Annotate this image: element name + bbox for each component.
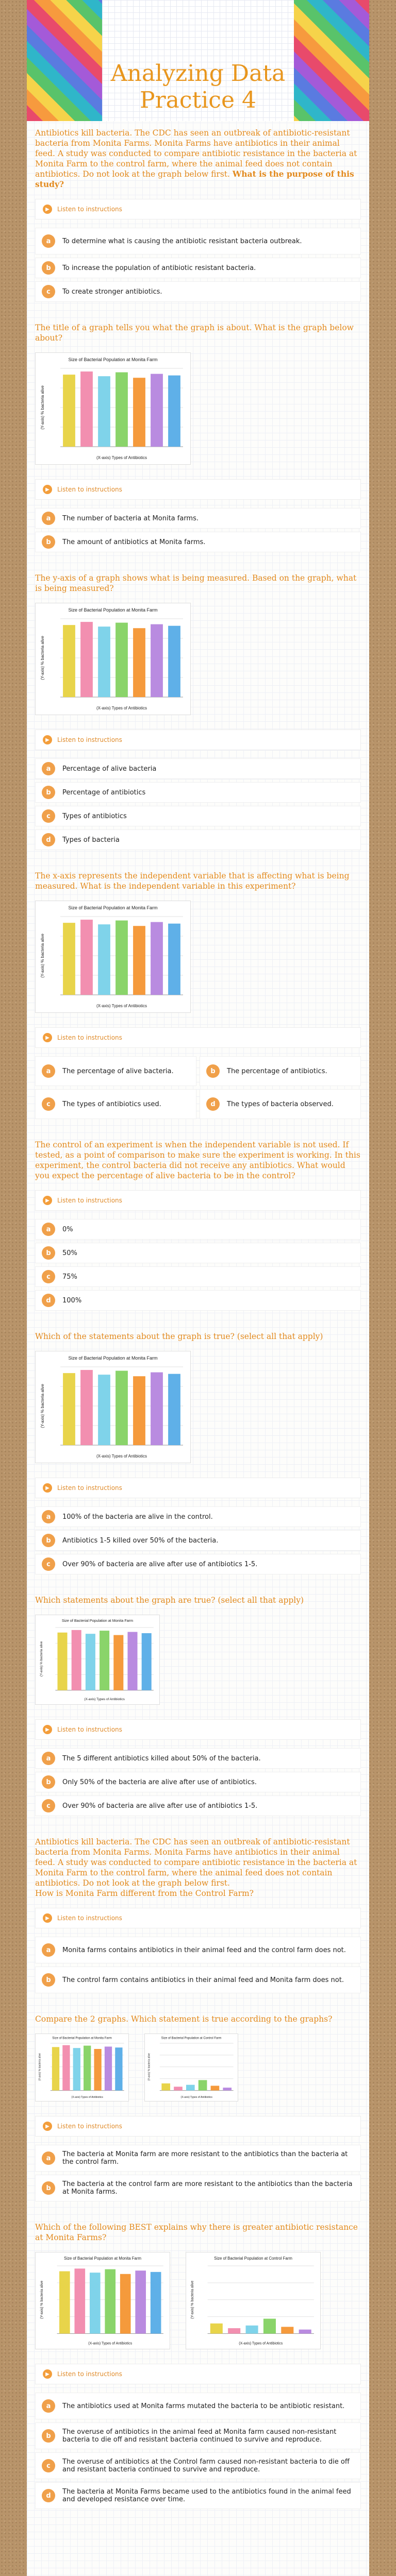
answer-option[interactable] (35, 1290, 361, 1311)
page-title-line2: Practice 4 (140, 87, 256, 113)
q2-text: The title of a graph tells you what the graph is about. What is the graph below about? (35, 323, 354, 343)
option-text: The percentage of antibiotics. (227, 1067, 327, 1075)
bar (135, 2270, 146, 2333)
bar (281, 2327, 293, 2333)
answer-option[interactable] (35, 782, 361, 803)
chart-control-thumb (144, 2033, 238, 2102)
bar (116, 372, 128, 447)
listen-label: Listen to instructions (57, 2123, 122, 2130)
speaker-icon: ▶ (43, 735, 52, 744)
bar (80, 622, 93, 697)
x-axis-label: (X-axis) Types of Antibiotics (96, 1454, 147, 1459)
chart-monita-thumb (35, 2033, 129, 2102)
option-text: Percentage of antibiotics (62, 788, 146, 796)
speaker-icon: ▶ (43, 485, 52, 494)
answer-option[interactable] (35, 1748, 361, 1769)
bar (223, 2088, 232, 2090)
bar (98, 1375, 110, 1445)
listen-button[interactable] (35, 1478, 361, 1498)
listen-button[interactable] (35, 1719, 361, 1740)
bar (186, 2085, 195, 2091)
q10-text: Which of the following BEST explains why there is greater antibiotic resistance at Monita Farms? (35, 2223, 358, 2242)
option-letter-badge: b (206, 1064, 220, 1078)
chart-monita (35, 901, 191, 1013)
chart-pair (35, 2033, 361, 2102)
answer-option[interactable] (35, 1937, 361, 1963)
option-letter-badge: b (42, 2429, 55, 2443)
answer-option[interactable] (35, 2452, 361, 2479)
option-text: Over 90% of bacteria are alive after use of antibiotics 1-5. (62, 1560, 258, 1568)
bar (63, 1373, 75, 1445)
q6-options (35, 1506, 361, 1574)
x-axis-label: (X-axis) Types of Antibiotics (71, 2096, 103, 2099)
bar (52, 2047, 59, 2090)
listen-button[interactable] (35, 1190, 361, 1211)
page-title-line1: Analyzing Data (110, 60, 286, 87)
listen-label: Listen to instructions (57, 486, 122, 493)
q6-text: Which of the statements about the graph is true? (select all that apply) (35, 1332, 323, 1341)
x-axis-label: (X-axis) Types of Antibiotics (96, 706, 147, 710)
listen-label: Listen to instructions (57, 1034, 122, 1041)
answer-option[interactable] (35, 1967, 361, 1993)
option-letter-badge: d (42, 833, 55, 846)
option-text: Monita farms contains antibiotics in their animal feed and the control farm does not. (62, 1946, 346, 1954)
answer-option[interactable] (35, 1266, 361, 1287)
bar-chart (36, 2252, 170, 2349)
bar (116, 1371, 128, 1445)
answer-option[interactable] (35, 1554, 361, 1574)
option-text: The types of antibiotics used. (62, 1100, 161, 1108)
chart-title: Size of Bacterial Population at Monita Farm (68, 905, 158, 910)
option-text: The overuse of antibiotics at the Control farm caused non-resistant bacteria to die off and resistant bacteria continued to survive and reproduce. (62, 2458, 350, 2473)
bar (62, 2045, 70, 2091)
option-text: The percentage of alive bacteria. (62, 1067, 174, 1075)
option-text: The bacteria at the control farm are more resistant to the antibiotics than the bacteria at Monita farms. (62, 2180, 353, 2196)
chart-title: Size of Bacterial Population at Monita Farm (61, 1618, 134, 1623)
bar (246, 2326, 258, 2334)
bar (142, 1633, 152, 1690)
bar-chart (186, 2252, 320, 2349)
bar (168, 626, 180, 697)
x-axis-label: (X-axis) Types of Antibiotics (239, 2342, 283, 2346)
option-letter-badge: a (42, 1943, 55, 1957)
q1-options (35, 228, 361, 302)
option-letter-badge: a (42, 2151, 55, 2165)
chart-title: Size of Bacterial Population at Monita Farm (68, 357, 158, 362)
answer-option[interactable] (35, 1506, 361, 1527)
bar-chart (36, 2034, 128, 2101)
bar (133, 1376, 145, 1445)
y-axis-label: (Y-axis) % bacteria alive (38, 2053, 42, 2081)
answer-option[interactable] (35, 1243, 361, 1263)
bar (168, 376, 180, 447)
option-text: Only 50% of the bacteria are alive after use of antibiotics. (62, 1778, 257, 1786)
answer-option[interactable] (35, 2145, 361, 2172)
q3-text: The y-axis of a graph shows what is being measured. Based on the graph, what is being measured? (35, 573, 357, 593)
bar (151, 1372, 163, 1445)
answer-option[interactable] (35, 2482, 361, 2509)
answer-option[interactable] (35, 1056, 196, 1086)
option-letter-badge: d (42, 2489, 55, 2502)
chart-pair (35, 2252, 361, 2349)
bar (98, 924, 110, 995)
listen-label: Listen to instructions (57, 736, 122, 743)
bar (80, 920, 93, 995)
option-text: The 5 different antibiotics killed about 50% of the bacteria. (62, 1754, 261, 1762)
y-axis-label: (Y-axis) % bacteria alive (147, 2053, 151, 2081)
option-text: 75% (62, 1273, 77, 1281)
bar (72, 1630, 81, 1690)
bar (151, 624, 163, 697)
bar (94, 2049, 101, 2091)
bar-chart (145, 2034, 238, 2101)
x-axis-label: (X-axis) Types of Antibiotics (96, 455, 147, 460)
q2-options (35, 508, 361, 552)
bar (127, 1632, 137, 1690)
bar (63, 375, 75, 447)
q1-text: Antibiotics kill bacteria. The CDC has seen an outbreak of antibiotic-resistant bacteria from Monita Farms. Monita Farms have antibiotics in their animal feed. A study was conducted to compare antibiotic resistance in the bacteria at Monita Farm to the control farm, where the animal feed does not contain antibiotics. Do not look at the graph below first. What is the purpose of this study? (35, 128, 357, 189)
q9-options (35, 2145, 361, 2201)
answer-option[interactable] (35, 1795, 361, 1816)
speaker-icon: ▶ (43, 2122, 52, 2131)
speaker-icon: ▶ (43, 1196, 52, 1205)
speaker-icon: ▶ (43, 205, 52, 214)
option-letter-badge: d (42, 1294, 55, 1307)
listen-button[interactable] (35, 2364, 361, 2384)
option-letter-badge: b (42, 1973, 55, 1987)
x-axis-label: (X-axis) Types of Antibiotics (180, 2096, 212, 2099)
q8-text: Antibiotics kill bacteria. The CDC has seen an outbreak of antibiotic-resistant bacteria from Monita Farms. Monita Farms have antibiotics in their animal feed. A study was conducted to compare antibiotic resistance in the bacteria at Monita Farm to the control farm, where the animal feed does not contain antibiotics. Do not look at the graph below first. How is Monita Farm different from the Control Farm? (35, 1837, 357, 1898)
bar (59, 2272, 70, 2334)
listen-label: Listen to instructions (57, 1197, 122, 1204)
title-card (102, 0, 294, 121)
bar-chart (36, 901, 190, 1012)
chart-monita-final (35, 2252, 170, 2349)
x-axis-label: (X-axis) Types of Antibiotics (88, 2342, 133, 2346)
option-text: The overuse of antibiotics in the animal feed at Monita farm caused non-resistant bacteria to die off and resistant bacteria continued to survive and reproduce. (62, 2428, 337, 2444)
chart-title: Size of Bacterial Population at Monita Farm (52, 2037, 112, 2040)
y-axis-label: (Y-axis) % bacteria alive (39, 1641, 43, 1677)
option-letter-badge: b (42, 2181, 55, 2195)
chart-monita (35, 1351, 191, 1463)
option-letter-badge: a (42, 512, 55, 525)
option-text: Types of antibiotics (62, 812, 127, 820)
q4-options (35, 1056, 361, 1119)
bar (113, 1635, 123, 1690)
option-letter-badge: b (42, 1246, 55, 1260)
bar-chart (36, 1615, 159, 1704)
bar (199, 2080, 207, 2090)
option-text: The types of bacteria observed. (227, 1100, 334, 1108)
option-letter-badge: c (42, 1270, 55, 1283)
answer-option[interactable] (35, 2422, 361, 2449)
bar (74, 2268, 85, 2333)
answer-option[interactable] (35, 829, 361, 850)
bar (105, 2046, 112, 2090)
answer-option[interactable] (35, 1219, 361, 1240)
chart-title: Size of Bacterial Population at Monita Farm (64, 2256, 141, 2261)
bar (168, 1374, 180, 1445)
option-text: The bacteria at Monita Farms became used to the antibiotics found in the animal feed and developed resistance over time. (62, 2488, 351, 2503)
option-text: Antibiotics 1-5 killed over 50% of the bacteria. (62, 1536, 219, 1545)
answer-option[interactable] (200, 1056, 361, 1086)
chart-title: Size of Bacterial Population at Control Farm (161, 2037, 222, 2040)
y-axis-label: (Y-axis) % bacteria alive (40, 2280, 44, 2319)
bar (151, 2272, 161, 2334)
option-text: 100% (62, 1296, 82, 1304)
option-letter-badge: b (42, 1534, 55, 1547)
answer-option[interactable] (35, 806, 361, 826)
bar (263, 2319, 276, 2334)
answer-option[interactable] (35, 1772, 361, 1792)
bar (299, 2330, 311, 2334)
listen-label: Listen to instructions (57, 1914, 122, 1922)
option-letter-badge: c (42, 285, 55, 298)
bar (80, 371, 93, 447)
bar (63, 923, 75, 995)
listen-label: Listen to instructions (57, 1726, 122, 1733)
bar (133, 628, 145, 697)
worksheet-page (27, 0, 369, 2576)
bar (211, 2086, 220, 2090)
q5-options (35, 1219, 361, 1311)
bar (105, 2269, 116, 2334)
q8-options (35, 1937, 361, 1993)
bar (116, 921, 128, 995)
option-text: Types of bacteria (62, 836, 120, 844)
option-letter-badge: c (42, 1557, 55, 1571)
bar (63, 625, 75, 697)
questions (35, 128, 361, 2530)
option-text: To create stronger antibiotics. (62, 287, 162, 296)
option-letter-badge: c (42, 1097, 55, 1111)
option-letter-badge: b (42, 1775, 55, 1789)
bar (73, 2048, 80, 2090)
listen-button[interactable] (35, 1908, 361, 1928)
option-letter-badge: a (42, 762, 55, 775)
option-text: 50% (62, 1249, 77, 1257)
speaker-icon: ▶ (43, 1483, 52, 1493)
chart-title: Size of Bacterial Population at Control Farm (214, 2256, 292, 2261)
option-letter-badge: a (42, 1064, 55, 1078)
answer-option[interactable] (35, 1089, 196, 1119)
bar (120, 2274, 131, 2334)
q7-options (35, 1748, 361, 1816)
answer-option[interactable] (35, 228, 361, 255)
speaker-icon: ▶ (43, 1033, 52, 1042)
y-axis-label: (Y-axis) % bacteria alive (40, 636, 45, 680)
answer-option[interactable] (35, 508, 361, 529)
listen-button[interactable] (35, 730, 361, 750)
option-text: To determine what is causing the antibiotic resistant bacteria outbreak. (62, 237, 302, 245)
y-axis-label: (Y-axis) % bacteria alive (40, 1384, 45, 1428)
y-axis-label: (Y-axis) % bacteria alive (190, 2280, 194, 2319)
listen-button[interactable] (35, 199, 361, 219)
option-letter-badge: a (42, 2399, 55, 2413)
answer-option[interactable] (35, 532, 361, 552)
option-text: To increase the population of antibiotic resistant bacteria. (62, 264, 256, 272)
bar (228, 2328, 240, 2334)
bar (174, 2087, 183, 2090)
listen-button[interactable] (35, 2116, 361, 2137)
y-axis-label: (Y-axis) % bacteria alive (40, 385, 45, 430)
option-letter-badge: b (42, 535, 55, 549)
listen-button[interactable] (35, 479, 361, 500)
option-letter-badge: b (42, 261, 55, 275)
option-letter-badge: a (42, 1510, 55, 1523)
answer-option[interactable] (35, 758, 361, 779)
bar (100, 1631, 109, 1690)
chart-control-final (186, 2252, 321, 2349)
option-text: The control farm contains antibiotics in their animal feed and Monita farm does not. (62, 1976, 344, 1984)
bar (133, 378, 145, 447)
answer-option[interactable] (35, 2393, 361, 2419)
chart-title: Size of Bacterial Population at Monita Farm (68, 1355, 158, 1361)
answer-option[interactable] (35, 2175, 361, 2201)
answer-option[interactable] (35, 258, 361, 278)
speaker-icon: ▶ (43, 1725, 52, 1734)
option-text: Percentage of alive bacteria (62, 765, 157, 773)
chart-monita-small (35, 1615, 160, 1705)
x-axis-label: (X-axis) Types of Antibiotics (96, 1004, 147, 1008)
bar (116, 623, 128, 697)
q4-text: The x-axis represents the independent variable that is affecting what is being measured. What is the independent variable in this experiment? (35, 871, 350, 891)
option-text: The number of bacteria at Monita farms. (62, 514, 199, 522)
y-axis-label: (Y-axis) % bacteria alive (40, 934, 45, 978)
q7-text: Which statements about the graph are true? (select all that apply) (35, 1596, 304, 1605)
option-text: 100% of the bacteria are alive in the control. (62, 1513, 213, 1521)
x-axis-label: (X-axis) Types of Antibiotics (84, 1698, 125, 1701)
speaker-icon: ▶ (43, 1913, 52, 1923)
bar-chart (36, 1351, 190, 1463)
option-text: Over 90% of bacteria are alive after use of antibiotics 1-5. (62, 1802, 258, 1810)
bar (210, 2324, 223, 2334)
bar (98, 376, 110, 447)
bar (84, 2046, 91, 2091)
q10-options (35, 2393, 361, 2509)
q5-text: The control of an experiment is when the independent variable is not used. If tested, as a point of comparison to make sure the experiment is working. In this experiment, the control bacteria did not receive any antibiotics. What would you expect the percentage of alive bacteria to be in the control? (35, 1140, 360, 1180)
answer-option[interactable] (200, 1089, 361, 1119)
chart-monita (35, 352, 191, 465)
bar (161, 2083, 170, 2091)
option-letter-badge: c (42, 1799, 55, 1812)
bar (57, 1633, 67, 1690)
chart-monita (35, 603, 191, 715)
chart-title: Size of Bacterial Population at Monita Farm (68, 607, 158, 613)
speaker-icon: ▶ (43, 2369, 52, 2379)
bar (90, 2273, 101, 2333)
bar (80, 1370, 93, 1445)
option-text: The bacteria at Monita farm are more resistant to the antibiotics than the bacteria at the control farm. (62, 2150, 348, 2166)
option-letter-badge: a (42, 1752, 55, 1765)
bar (98, 626, 110, 697)
answer-option[interactable] (35, 281, 361, 302)
answer-option[interactable] (35, 1530, 361, 1551)
bar (151, 922, 163, 995)
option-letter-badge: a (42, 234, 55, 248)
bar (133, 926, 145, 995)
q9-text: Compare the 2 graphs. Which statement is true according to the graphs? (35, 2014, 333, 2024)
bar-chart (36, 603, 190, 715)
option-text: The amount of antibiotics at Monita farms. (62, 538, 206, 546)
bar (86, 1634, 95, 1690)
listen-label: Listen to instructions (57, 2370, 122, 2378)
option-letter-badge: c (42, 2459, 55, 2472)
option-letter-badge: b (42, 786, 55, 799)
bar-chart (36, 353, 190, 464)
option-letter-badge: c (42, 809, 55, 823)
header-banner (27, 0, 369, 121)
option-text: 0% (62, 1225, 73, 1233)
option-letter-badge: a (42, 1223, 55, 1236)
bar (151, 374, 163, 447)
q3-options (35, 758, 361, 850)
option-text: The antibiotics used at Monita farms mutated the bacteria to be antibiotic resistant. (62, 2402, 345, 2410)
bar (168, 924, 180, 995)
bar (115, 2047, 122, 2090)
listen-button[interactable] (35, 1027, 361, 1048)
listen-label: Listen to instructions (57, 206, 122, 213)
option-letter-badge: d (206, 1097, 220, 1111)
listen-label: Listen to instructions (57, 1484, 122, 1492)
